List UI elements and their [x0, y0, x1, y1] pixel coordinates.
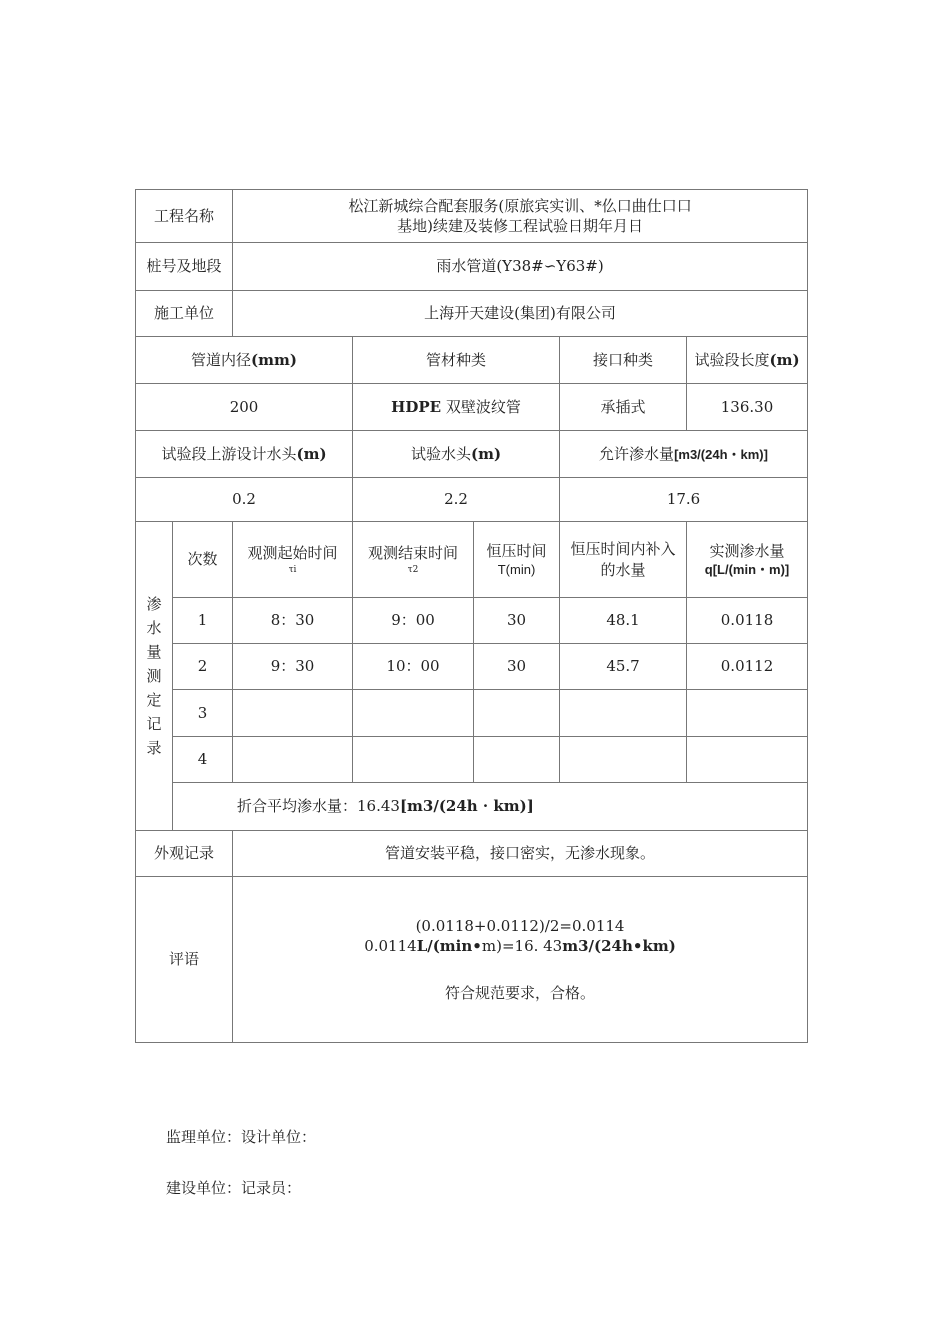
test-head-header-text: 试验水头 [410, 444, 471, 463]
table-row [136, 598, 808, 644]
row-end-time: 9：00 [353, 598, 474, 644]
appearance-value: 管道安装平稳，接口密实，无渗水现象。 [233, 831, 808, 877]
comment-line2-b: L/(min• [416, 937, 482, 956]
upstream-head-header-unit: (m) [296, 444, 327, 463]
row-end-time [353, 690, 474, 737]
added-water-header: 恒压时间内补入的水量 [560, 522, 687, 598]
start-time-symbol: τi [288, 564, 297, 575]
end-time-header-text: 观测结束时间 [368, 544, 459, 563]
footer-signatures-1: 监理单位：设计单位： [166, 1128, 317, 1146]
contractor-label: 施工单位 [136, 291, 233, 337]
measured-seepage-header-text: 实测渗水量 [709, 541, 785, 560]
table-row [136, 690, 808, 737]
side-char: 记 [146, 715, 162, 733]
contractor-value: 上海开天建设(集团)有限公司 [233, 291, 808, 337]
hold-time-header [474, 522, 560, 598]
appearance-label: 外观记录 [136, 831, 233, 877]
comment-line2-d: m3/(24h•km) [562, 937, 676, 956]
comment-line2-a: 0.0114 [364, 937, 417, 956]
pipe-material-header: 管材种类 [353, 337, 560, 384]
test-head-header [353, 431, 560, 478]
average-seepage [173, 783, 808, 831]
comment-line3: 符合规范要求，合格。 [445, 983, 596, 1002]
row-start-time [233, 690, 353, 737]
row-added-water [560, 737, 687, 783]
row-added-water [560, 690, 687, 737]
project-value [233, 190, 808, 243]
allowed-seepage-value: 17.6 [560, 478, 808, 522]
row-hold-time: 30 [474, 644, 560, 690]
row-start-time: 9：30 [233, 644, 353, 690]
upstream-head-header-text: 试验段上游设计水头 [161, 444, 297, 463]
row-end-time: 10：00 [353, 644, 474, 690]
row-count: 2 [173, 644, 233, 690]
side-char: 测 [146, 667, 162, 685]
pipe-material-bold: HDPE [391, 397, 442, 416]
joint-type-header: 接口种类 [560, 337, 687, 384]
comment-line2 [237, 936, 803, 956]
pipe-material-value [353, 384, 560, 431]
row-hold-time [474, 690, 560, 737]
start-time-header-text: 观测起始时间 [247, 544, 338, 563]
record-side-label-chars [145, 592, 163, 760]
allowed-seepage-header [560, 431, 808, 478]
row-count: 4 [173, 737, 233, 783]
hold-time-header-text: 恒压时间 [486, 541, 547, 560]
row-count: 3 [173, 690, 233, 737]
upstream-head-header [136, 431, 353, 478]
side-char: 定 [146, 691, 162, 709]
pipe-diameter-header-unit: (mm) [251, 350, 297, 369]
allowed-seepage-header-unit: [m3/(24h・km)] [674, 446, 768, 462]
row-hold-time: 30 [474, 598, 560, 644]
station-label: 桩号及地段 [136, 243, 233, 291]
test-head-value: 2.2 [353, 478, 560, 522]
upstream-head-value: 0.2 [136, 478, 353, 522]
test-length-header-unit: (m) [769, 350, 800, 369]
row-count: 1 [173, 598, 233, 644]
test-length-header-text: 试验段长度 [694, 350, 770, 369]
row-measured-seepage [687, 690, 808, 737]
row-added-water: 45.7 [560, 644, 687, 690]
row-measured-seepage [687, 737, 808, 783]
end-time-symbol: τ2 [407, 564, 419, 575]
table-row [136, 737, 808, 783]
record-side-label [136, 522, 173, 831]
side-char: 量 [146, 643, 162, 661]
pipe-diameter-value: 200 [136, 384, 353, 431]
average-seepage-text: 折合平均渗水量：16.43 [237, 797, 400, 816]
project-value-line1: 松江新城综合配套服务(原旅宾实训、*仫口曲仕口口 [348, 196, 692, 215]
row-end-time [353, 737, 474, 783]
measured-seepage-header [687, 522, 808, 598]
test-length-value: 136.30 [687, 384, 808, 431]
row-start-time [233, 737, 353, 783]
end-time-header [353, 522, 474, 598]
pipe-diameter-header-text: 管道内径 [191, 350, 252, 369]
row-measured-seepage: 0.0118 [687, 598, 808, 644]
row-added-water: 48.1 [560, 598, 687, 644]
side-char: 水 [146, 619, 162, 637]
average-seepage-unit: [m3/(24h · km)] [399, 797, 534, 816]
comment-label: 评语 [136, 877, 233, 1043]
table-row [136, 644, 808, 690]
side-char: 录 [146, 739, 162, 757]
project-label: 工程名称 [136, 190, 233, 243]
side-char: 渗 [146, 595, 162, 613]
row-start-time: 8：30 [233, 598, 353, 644]
comment-line1: (0.0118+0.0112)/2=0.0114 [415, 917, 625, 936]
count-header: 次数 [173, 522, 233, 598]
test-record-table [135, 189, 808, 1043]
comment-line2-c: m)=16. 43 [481, 937, 563, 956]
pipe-diameter-header [136, 337, 353, 384]
footer-signatures-2: 建设单位：记录员： [166, 1179, 302, 1197]
pipe-material-rest: 双壁波纹管 [441, 397, 521, 416]
comment-value [233, 877, 808, 1043]
measured-seepage-unit: q[L/(min・m)] [704, 561, 790, 577]
project-value-line2: 基地)续建及装修工程试验日期年月日 [397, 217, 643, 235]
allowed-seepage-header-text: 允许渗水量 [599, 444, 675, 463]
row-hold-time [474, 737, 560, 783]
joint-type-value: 承插式 [560, 384, 687, 431]
test-head-header-unit: (m) [470, 444, 502, 463]
test-length-header [687, 337, 808, 384]
row-measured-seepage: 0.0112 [687, 644, 808, 690]
station-value: 雨水管道(Y38#∽Y63#) [233, 243, 808, 291]
hold-time-symbol: T(min) [497, 561, 536, 577]
start-time-header [233, 522, 353, 598]
